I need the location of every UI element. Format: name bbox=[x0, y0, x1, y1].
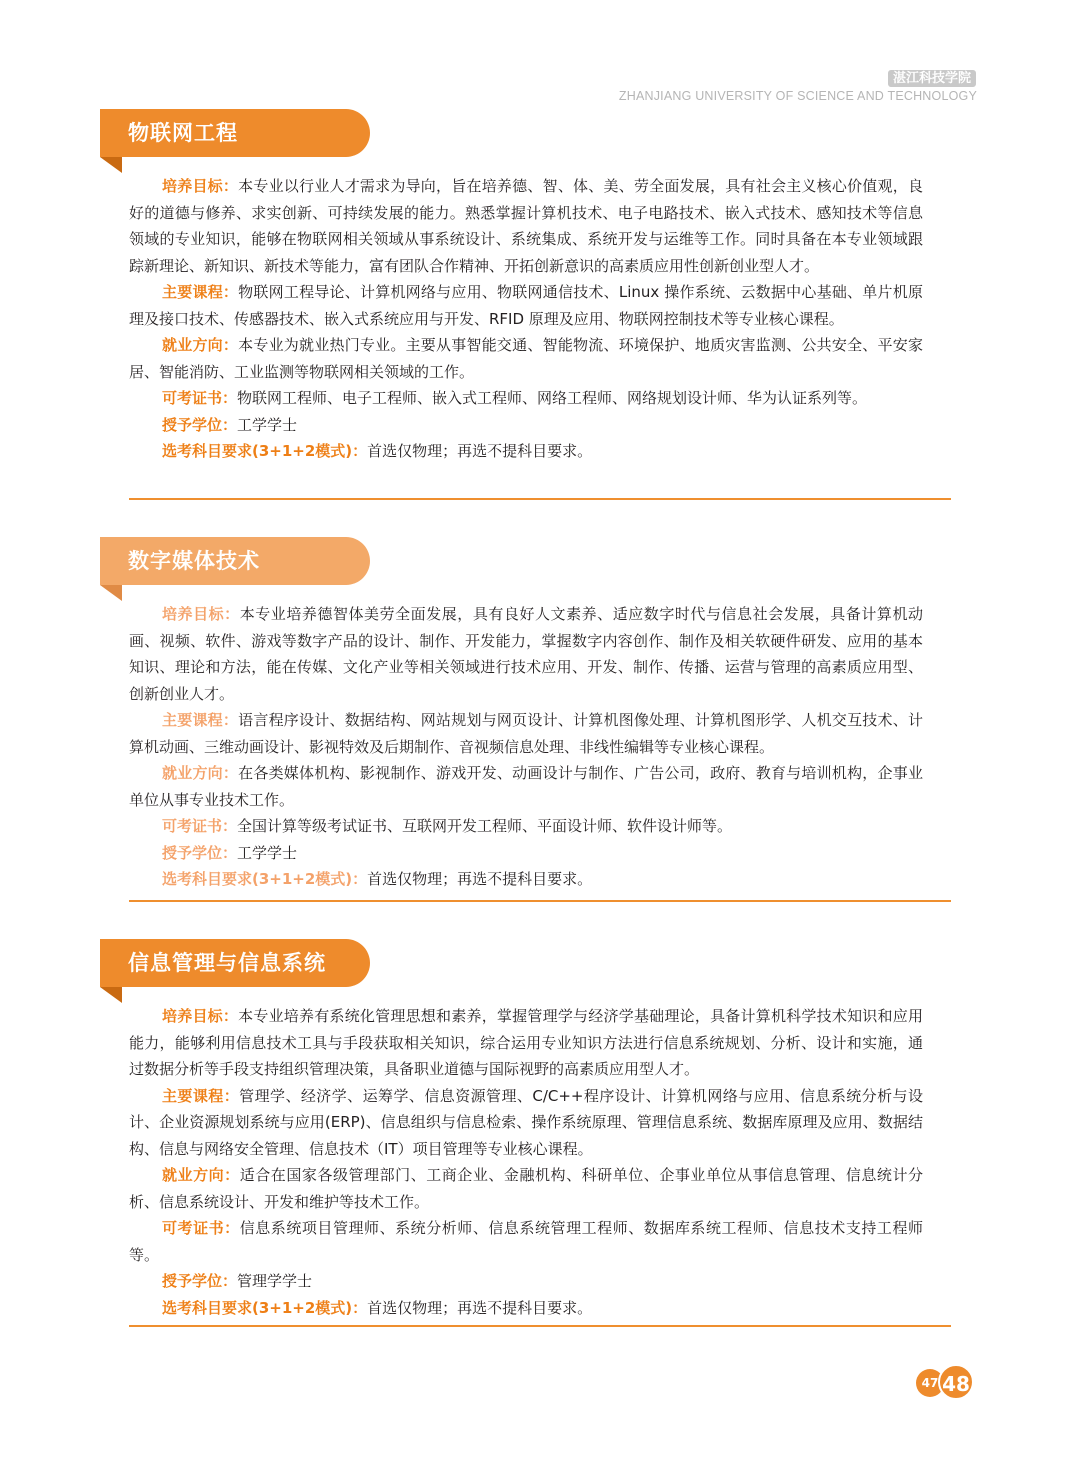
major-section-digital-media bbox=[100, 537, 952, 893]
row-label: 主要课程： bbox=[162, 711, 239, 729]
main-courses bbox=[129, 279, 923, 332]
row-label: 授予学位： bbox=[162, 415, 238, 434]
career-direction bbox=[129, 760, 923, 813]
row-text: 首选仅物理；再选不提科目要求。 bbox=[367, 1298, 593, 1317]
row-text: 物联网工程师、电子工程师、嵌入式工程师、网络工程师、网络规划设计师、华为认证系列等。 bbox=[237, 389, 868, 407]
row-label: 就业方向： bbox=[162, 1166, 240, 1184]
row-label: 授予学位： bbox=[162, 1272, 238, 1290]
row-text: 管理学、经济学、运筹学、信息资源管理、C/C++程序设计、计算机网络与应用、信息系统分析与设计、企业资源规划系统与应用(ERP)、信息组织与信息检索、操作系统原理、管理信息系统、数据库原理及应用、数据结构、信息与网络安全管理、信息技术（IT）项目管理等专业核心课程。 bbox=[129, 1086, 923, 1158]
section-title: 数字媒体技术 bbox=[100, 537, 370, 585]
row-label: 培养目标： bbox=[162, 1007, 239, 1025]
section-divider bbox=[129, 1325, 951, 1327]
row-text: 语言程序设计、数据结构、网站规划与网页设计、计算机图像处理、计算机图形学、人机交互技术、计算机动画、三维动画设计、影视特效及后期制作、音视频信息处理、非线性编辑等专业核心课程。 bbox=[129, 711, 923, 756]
section-content bbox=[100, 173, 923, 465]
main-courses bbox=[129, 707, 923, 760]
row-label: 选考科目要求(3+1+2模式)： bbox=[162, 442, 368, 460]
row-label: 可考证书： bbox=[162, 817, 238, 835]
row-label: 培养目标： bbox=[162, 605, 240, 623]
tab-fold-decoration bbox=[100, 157, 122, 173]
row-label: 主要课程： bbox=[162, 1086, 240, 1105]
section-tab bbox=[100, 939, 952, 987]
training-goal bbox=[129, 601, 923, 707]
section-title: 信息管理与信息系统 bbox=[100, 939, 370, 987]
subject-requirement bbox=[129, 1295, 923, 1322]
row-text: 适合在国家各级管理部门、工商企业、金融机构、科研单位、企事业单位从事信息管理、信息统计分析、信息系统设计、开发和维护等技术工作。 bbox=[129, 1166, 923, 1211]
section-content bbox=[100, 601, 923, 893]
row-label: 培养目标： bbox=[162, 177, 239, 195]
certificates bbox=[129, 1215, 923, 1268]
degree bbox=[129, 840, 923, 867]
row-text: 本专业为就业热门专业。主要从事智能交通、智能物流、环境保护、地质灾害监测、公共安全、平安家居、智能消防、工业监测等物联网相关领域的工作。 bbox=[129, 336, 923, 381]
row-label: 可考证书： bbox=[162, 389, 238, 407]
row-label: 可考证书： bbox=[162, 1219, 240, 1237]
row-text: 全国计算等级考试证书、互联网开发工程师、平面设计师、软件设计师等。 bbox=[237, 817, 733, 835]
tab-fold-decoration bbox=[100, 585, 122, 601]
row-text: 在各类媒体机构、影视制作、游戏开发、动画设计与制作、广告公司，政府、教育与培训机构，企事业单位从事专业技术工作。 bbox=[129, 764, 923, 809]
row-text: 本专业培养德智体美劳全面发展，具有良好人文素养、适应数字时代与信息社会发展，具备计算机动画、视频、软件、游戏等数字产品的设计、制作、开发能力，掌握数字内容创作、制作及相关软硬件研发、应用的基本知识、理论和方法，能在传媒、文化产业等相关领域进行技术应用、开发、制作、传播、运营与管理的高素质应用型、创新创业人才。 bbox=[129, 605, 923, 703]
page-number-right: 48 bbox=[938, 1364, 974, 1400]
major-section-iot bbox=[100, 109, 952, 465]
row-text: 首选仅物理；再选不提科目要求。 bbox=[367, 870, 593, 888]
school-name-en: ZHANJIANG UNIVERSITY OF SCIENCE AND TECHNOLOGY bbox=[618, 89, 977, 103]
career-direction bbox=[129, 1162, 923, 1215]
row-text: 工学学士 bbox=[237, 415, 298, 434]
page-number-left: 47 bbox=[916, 1369, 944, 1397]
row-text: 本专业以行业人才需求为导向，旨在培养德、智、体、美、劳全面发展，具有社会主义核心价值观，良好的道德与修养、求实创新、可持续发展的能力。熟悉掌握计算机技术、电子电路技术、嵌入式技术、感知技术等信息领域的专业知识，能够在物联网相关领域从事系统设计、系统集成、系统开发与运维等工作。同时具备在本专业领域跟踪新理论、新知识、新技术等能力，富有团队合作精神、开拓创新意识的高素质应用性创新创业型人才。 bbox=[129, 177, 923, 275]
section-divider bbox=[129, 900, 951, 902]
subject-requirement bbox=[129, 866, 923, 893]
degree bbox=[129, 412, 923, 439]
section-content bbox=[100, 1003, 923, 1321]
row-text: 本专业培养有系统化管理思想和素养，掌握管理学与经济学基础理论，具备计算机科学技术知识和应用能力，能够利用信息技术工具与手段获取相关知识，综合运用专业知识方法进行信息系统规划、分析、设计和实施，通过数据分析等手段支持组织管理决策，具备职业道德与国际视野的高素质应用型人才。 bbox=[129, 1007, 923, 1078]
row-text: 首选仅物理；再选不提科目要求。 bbox=[367, 442, 593, 460]
row-text: 信息系统项目管理师、系统分析师、信息系统管理工程师、数据库系统工程师、信息技术支持工程师等。 bbox=[129, 1219, 923, 1264]
row-label: 授予学位： bbox=[162, 843, 238, 862]
row-label: 选考科目要求(3+1+2模式)： bbox=[162, 870, 368, 888]
degree bbox=[129, 1268, 923, 1295]
section-title: 物联网工程 bbox=[100, 109, 370, 157]
row-label: 主要课程： bbox=[162, 283, 239, 301]
school-logo-cn: 湛江科技学院 bbox=[888, 70, 976, 87]
career-direction bbox=[129, 332, 923, 385]
row-label: 就业方向： bbox=[162, 764, 239, 782]
section-divider bbox=[129, 498, 951, 500]
certificates bbox=[129, 813, 923, 840]
row-label: 选考科目要求(3+1+2模式)： bbox=[162, 1298, 368, 1317]
row-text: 管理学学士 bbox=[237, 1272, 313, 1290]
subject-requirement bbox=[129, 438, 923, 465]
major-section-info-management bbox=[100, 939, 952, 1321]
training-goal bbox=[129, 173, 923, 279]
training-goal bbox=[129, 1003, 923, 1083]
section-tab bbox=[100, 109, 952, 157]
page-numbers bbox=[916, 1364, 978, 1400]
tab-fold-decoration bbox=[100, 987, 122, 1003]
row-text: 工学学士 bbox=[237, 843, 298, 862]
main-courses bbox=[129, 1083, 923, 1163]
row-label: 就业方向： bbox=[162, 336, 239, 354]
row-text: 物联网工程导论、计算机网络与应用、物联网通信技术、Linux 操作系统、云数据中心基础、单片机原理及接口技术、传感器技术、嵌入式系统应用与开发、RFID 原理及应用、物联网控制技术等专业核心课程。 bbox=[129, 283, 923, 328]
certificates bbox=[129, 385, 923, 412]
section-tab bbox=[100, 537, 952, 585]
